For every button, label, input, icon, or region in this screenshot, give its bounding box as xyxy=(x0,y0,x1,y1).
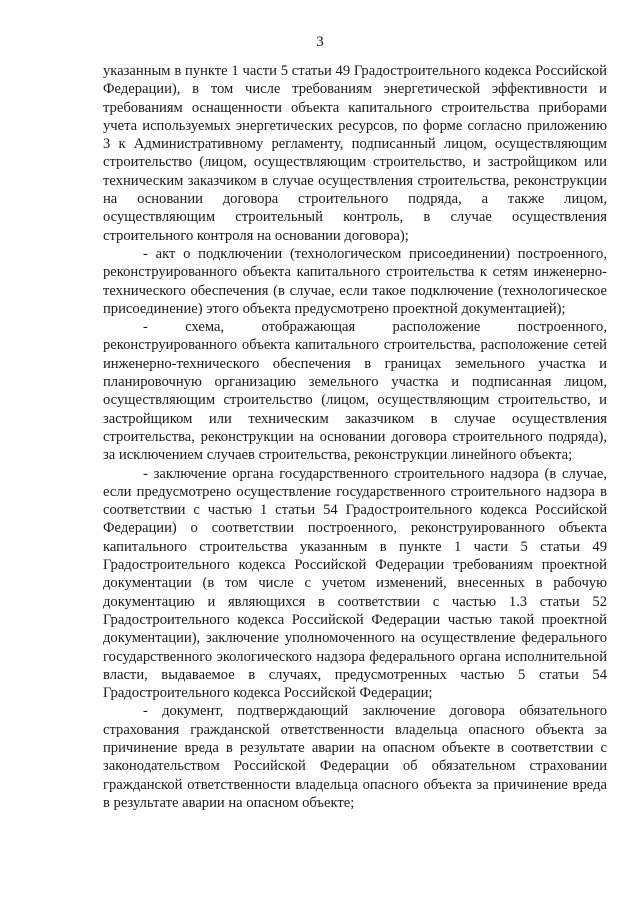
paragraph-connection-act: - акт о подключении (технологическом присоединении) построенного, реконструированного объекта капитального строительства к сетям инженерно-технического обеспечения (в случае, если такое подключение (технологическое присоединение) этого объекта предусмотрено проектной документацией); xyxy=(103,245,607,317)
paragraph-location-scheme: - схема, отображающая расположение построенного, реконструированного объекта капитального строительства, расположение сетей инженерно-технического обеспечения в границах земельного участка и планировочную организацию земельного участка и подписанная лицом, осуществляющим строительство (лицом, осуществляющим строительство, и застройщиком или техническим заказчиком в случае осуществления строительства, реконструкции на основании договора строительного подряда), за исключением случаев строительства, реконструкции линейного объекта; xyxy=(103,319,607,464)
page-number: 3 xyxy=(316,34,324,50)
paragraph-insurance-document: - документ, подтверждающий заключение договора обязательного страхования гражданской ответственности владельца опасного объекта за причинение вреда в результате аварии на опасном объекте в соответствии с законодательством Российской Федерации об обязательном страховании гражданской ответственности владельца опасного объекта за причинение вреда в результате аварии на опасном объекте; xyxy=(103,703,607,811)
paragraph-requirements-continuation: указанным в пункте 1 части 5 статьи 49 Градостроительного кодекса Российской Федерации), в том числе требованиям энергетической эффективности и требованиям оснащенности объекта капитального строительства приборами учета используемых энергетических ресурсов, по форме согласно приложению 3 к Административному регламенту, подписанный лицом, осуществляющим строительство (лицом, осуществляющим строительство, и застройщиком или техническим заказчиком в случае осуществления строительства, реконструкции на основании договора строительного подряда, а также лицом, осуществляющим строительный контроль, в случае осуществления строительного контроля на основании договора); xyxy=(103,63,607,244)
document-body xyxy=(103,62,607,812)
paragraph-supervision-conclusion: - заключение органа государственного строительного надзора (в случае, если предусмотрено осуществление государственного строительного надзора в соответствии с частью 1 статьи 54 Градостроительного кодекса Российской Федерации) о соответствии построенного, реконструированного объекта капитального строительства указанным в пункте 1 части 5 статьи 49 Градостроительного кодекса Российской Федерации требованиям проектной документации (в том числе с учетом изменений, внесенных в рабочую документацию и являющихся в соответствии с частью 1.3 статьи 52 Градостроительного кодекса Российской Федерации частью такой проектной документации), заключение уполномоченного на осуществление федерального государственного экологического надзора федерального органа исполнительной власти, выдаваемое в случаях, предусмотренных частью 5 статьи 54 Градостроительного кодекса Российской Федерации; xyxy=(103,465,607,702)
